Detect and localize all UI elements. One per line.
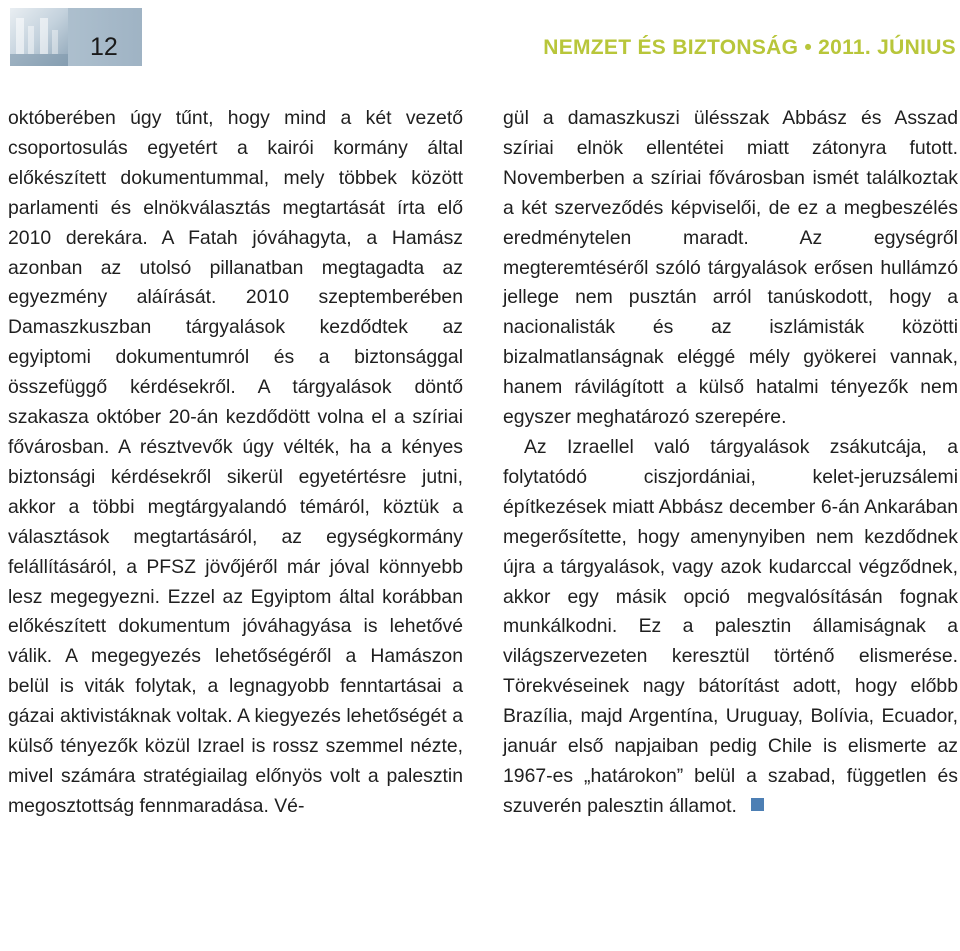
- paragraph: októberében úgy tűnt, hogy mind a két vezető csoportosulás egyetért a kairói kormány által előkészített dokumentummal, mely többek között parlamenti és elnökválasztás megtartását írta elő 2010 derekára. A Fatah jóváhagyta, a Hamász azonban az utolsó pillanatban megtagadta az egyezmény aláírását. 2010 szeptemberében Damaszkuszban tárgyalások kezdődtek az egyiptomi dokumentumról és a biztonsággal összefüggő kérdésekről. A tárgyalások döntő szakasza október 20-án kezdődött volna el a szíriai fővárosban. A résztvevők úgy vélték, ha a kényes biztonsági kérdésekről sikerül egyetértésre jutni, akkor a többi megtárgyalandó témáról, köztük a választások megtartásáról, az egységkormány felállításáról, a PFSZ jövőjéről már jóval könnyebb lesz megegyezni. Ezzel az Egyiptom által korábban előkészített dokumentum jóváhagyása is lehetővé válik. A megegyezés lehetőségéről a Hamászon belül is viták folytak, a legnagyobb fenntartásai a gázai aktivistáknak voltak. A kiegyezés lehetőségét a külső tényezők közül Izrael is rossz szemmel nézte, mivel számára stratégiailag előnyös volt a palesztin megosztottság fennmaradása. Vé-: [8, 107, 463, 817]
- journal-logo-icon: [10, 8, 68, 66]
- journal-logo: [10, 8, 142, 66]
- page-number: 12: [90, 33, 118, 61]
- page-header: [0, 0, 960, 80]
- paragraph: gül a damaszkuszi ülésszak Abbász és Asszad szíriai elnök ellentétei miatt zátonyra futott. Novemberben a szíriai fővárosban ismét találkoztak a két szerveződés képviselői, de ez a megbeszélés eredménytelen maradt. Az egységről megteremtéséről szóló tárgyalások erősen hullámzó jellege nem pusztán arról tanúskodott, hogy a nacionalisták és az iszlámisták közötti bizalmatlanságnak eléggé mély gyökerei vannak, hanem rávilágított a külső hatalmi tényezők nem egyszer meghatározó szerepére.: [503, 107, 958, 429]
- running-head: NEMZET ÉS BIZTONSÁG • 2011. JÚNIUS: [543, 36, 956, 59]
- left-column: [8, 104, 463, 822]
- end-of-article-square-icon: [751, 798, 764, 811]
- right-column: [503, 104, 958, 822]
- paragraph: [503, 433, 958, 822]
- paragraph-text: Az Izraellel való tárgyalások zsákutcája, a folytatódó ciszjordániai, kelet-jeruzsálemi építkezések miatt Abbász december 6-án Ankarában megerősítette, hogy amenynyiben nem kezdődnek újra a tárgyalások, vagy azok kudarccal végződnek, akkor egy másik opció megvalósításán fognak munkálkodni. Ez a palesztin államiságnak a világszervezeten keresztül történő elismerése. Törekvéseinek nagy bátorítást adott, hogy előbb Brazília, majd Argentína, Uruguay, Bolívia, Ecuador, január első napjaiban pedig Chile is elismerte az 1967-es „határokon” belül a szabad, független és szuverén palesztin államot.: [503, 435, 958, 817]
